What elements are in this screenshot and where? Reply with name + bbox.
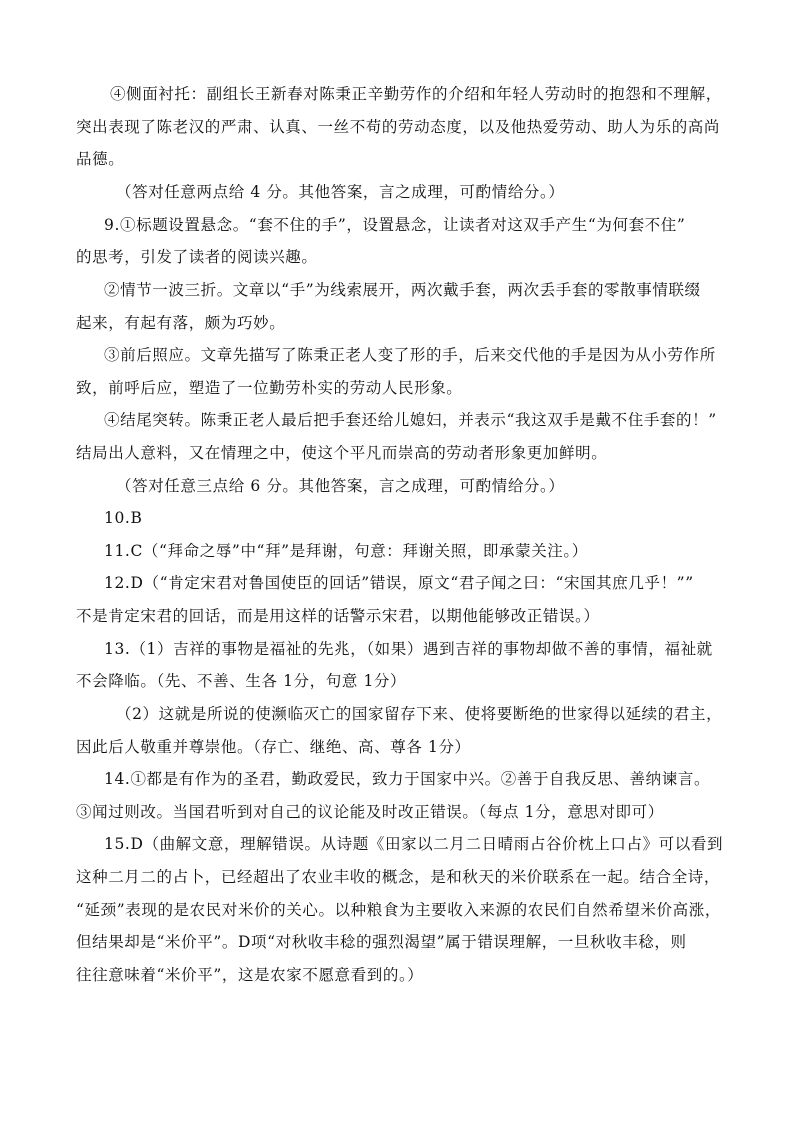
answer-14-line-1: 14.①都是有作为的圣君，勤政爱民，致力于国家中兴。②善于自我反思、善纳谏言。 [104, 770, 711, 788]
answer-9-point-4-line-2: 结局出人意料，又在情理之中，使这个平凡而崇高的劳动者形象更加鲜明。 [76, 444, 608, 462]
scoring-note-9: （答对任意三点给 6 分。其他答案，言之成理，可酌情给分。） [116, 477, 565, 495]
answer-13-part-2-line-2: 因此后人敬重并尊崇他。（存亡、继绝、高、尊各 1分） [76, 738, 471, 756]
answer-11: 11.C（“拜命之辱”中“拜”是拜谢，句意：拜谢关照，即承蒙关注。） [104, 542, 588, 560]
answer-10: 10.B [104, 509, 143, 527]
answer-14-line-2: ③闻过则改。当国君听到对自己的议论能及时改正错误。（每点 1分，意思对即可） [76, 803, 664, 821]
answer-13-part-1-line-2: 不会降临。（先、不善、生各 1分，句意 1分） [76, 672, 407, 690]
answer-8-point-4-line-1: ④侧面衬托：副组长王新春对陈秉正辛勤劳作的介绍和年轻人劳动时的抱怨和不理解， [110, 85, 722, 103]
answer-15-line-1: 15.D（曲解文意，理解错误。从诗题《田家以二月二日晴雨占谷价枕上口占》可以看到 [104, 835, 724, 853]
answer-9-point-4-line-1: ④结尾突转。陈秉正老人最后把手套还给儿媳妇，并表示“我这双手是戴不住手套的！” [104, 411, 717, 429]
answer-12-line-1: 12.D（“肯定宋君对鲁国使臣的回话”错误，原文“君子闻之曰：“宋国其庶几乎！”” [104, 574, 694, 592]
answer-15-line-3: “延颈”表现的是农民对米价的关心。以种粮食为主要收入来源的农民们自然希望米价高涨， [76, 901, 721, 919]
answer-15-line-2: 这种二月二的占卜，已经超出了农业丰收的概念，是和秋天的米价联系在一起。结合全诗， [76, 868, 721, 886]
answer-15-line-4: 但结果却是“米价平”。D项“对秋收丰稔的强烈渴望”属于错误理解，一旦秋收丰稔，则 [76, 933, 687, 951]
answer-9-point-3-line-2: 致，前呼后应，塑造了一位勤劳朴实的劳动人民形象。 [76, 379, 463, 397]
answer-9-point-2-line-1: ②情节一波三折。文章以“手”为线索展开，两次戴手套，两次丢手套的零散事情联缀 [104, 281, 701, 299]
answer-13-part-1-line-1: 13.（1）吉祥的事物是福祉的先兆，（如果）遇到吉祥的事物却做不善的事情，福祉就 [104, 640, 713, 658]
answer-9-point-1-line-2: 的思考，引发了读者的阅读兴趣。 [76, 248, 318, 266]
answer-9-point-2-line-2: 起来，有起有落，颇为巧妙。 [76, 314, 286, 332]
answer-12-line-2: 不是肯定宋君的回话，而是用这样的话警示宋君，以期他能够改正错误。） [76, 607, 600, 625]
answer-9-point-1-line-1: 9.①标题设置悬念。“套不住的手”，设置悬念，让读者对这双手产生“为何套不住” [104, 216, 686, 234]
answer-8-point-4-line-2: 突出表现了陈老汉的严肃、认真、一丝不苟的劳动态度，以及他热爱劳动、助人为乐的高尚 [76, 118, 721, 136]
answer-8-point-4-line-3: 品德。 [76, 150, 125, 168]
scoring-note-8: （答对任意两点给 4 分。其他答案，言之成理，可酌情给分。） [116, 183, 565, 201]
answer-13-part-2-line-1: （2）这就是所说的使濒临灭亡的国家留存下来、使将要断绝的世家得以延续的君主， [116, 705, 723, 723]
answer-15-line-5: 往往意味着“米价平”，这是农家不愿意看到的。） [76, 966, 424, 984]
answer-9-point-3-line-1: ③前后照应。文章先描写了陈秉正老人变了形的手，后来交代他的手是因为从小劳作所 [104, 346, 716, 364]
